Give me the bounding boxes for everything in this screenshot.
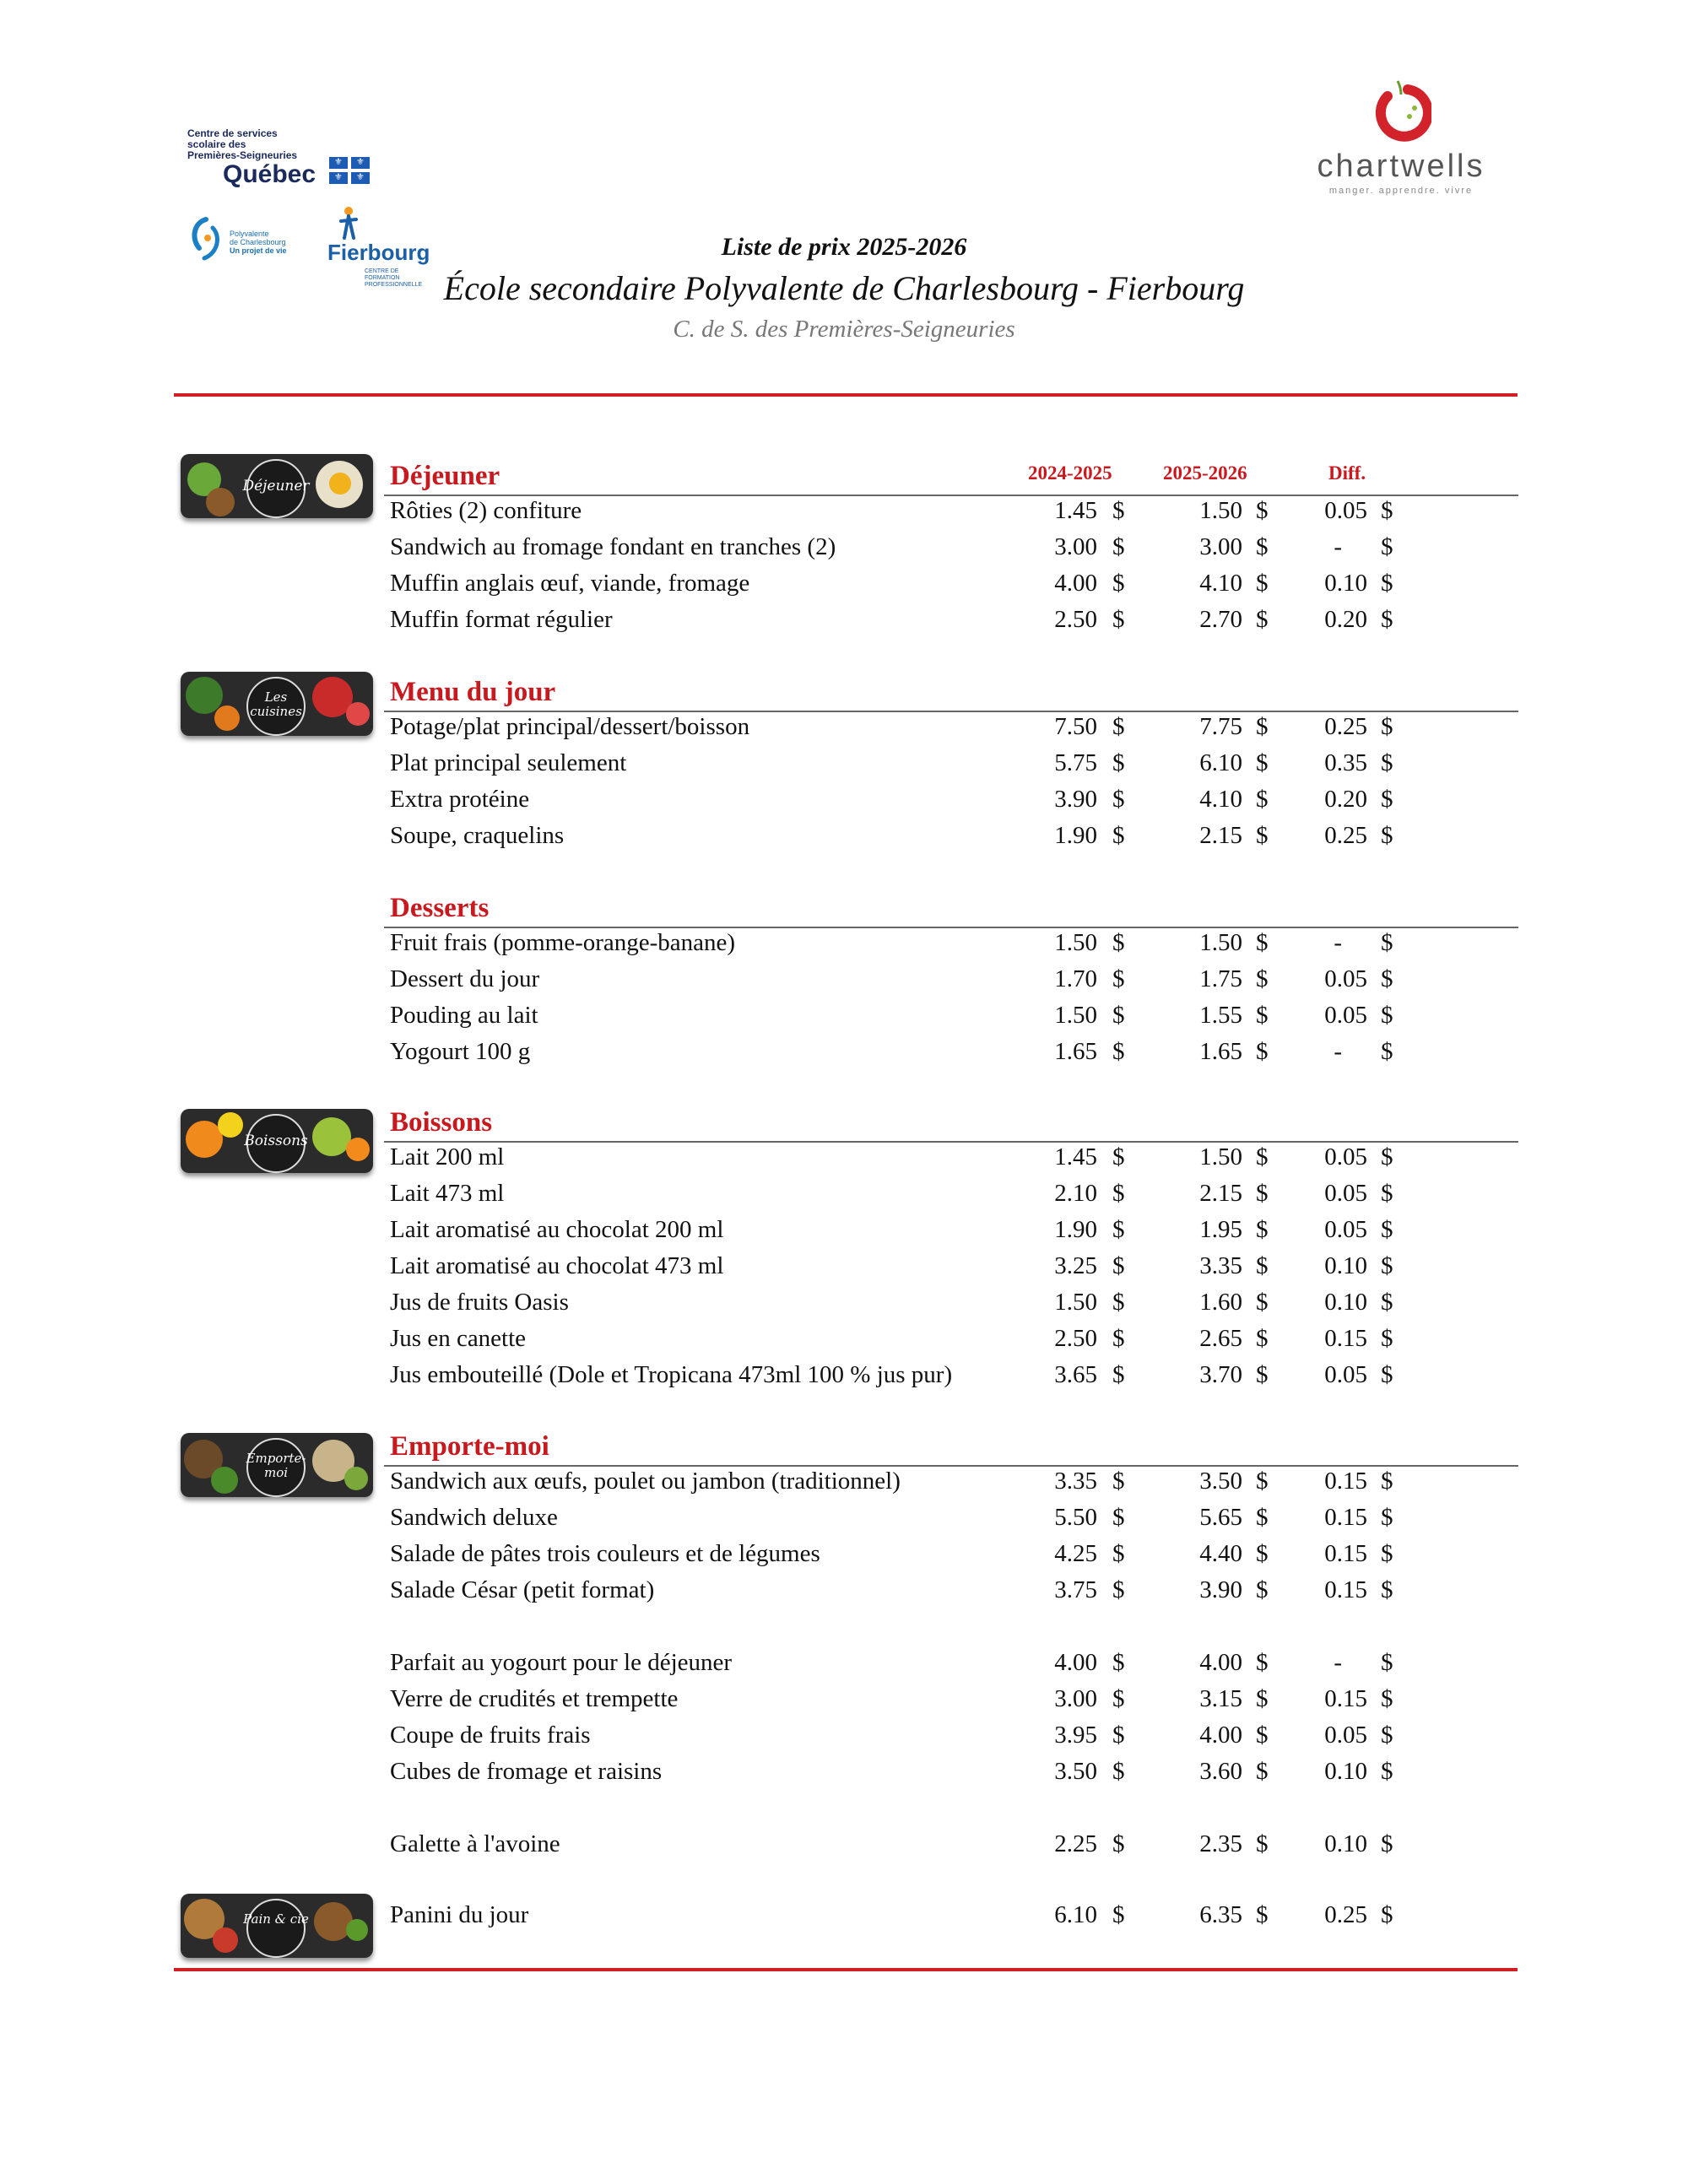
currency-2024: $ — [1112, 713, 1125, 740]
price-2024: 3.90 — [1054, 786, 1097, 813]
price-diff: 0.05 — [1324, 1361, 1367, 1388]
currency-2024: $ — [1112, 1649, 1125, 1676]
badge-dejeuner: Déjeuner — [181, 454, 373, 518]
currency-2024: $ — [1112, 822, 1125, 849]
price-diff: - — [1334, 533, 1342, 560]
item-name: Yogourt 100 g — [390, 1038, 531, 1065]
price-diff: - — [1334, 929, 1342, 956]
item-name: Fruit frais (pomme-orange-banane) — [390, 929, 736, 956]
price-diff: 0.25 — [1324, 713, 1367, 740]
currency-diff: $ — [1381, 1722, 1393, 1749]
price-2025: 2.35 — [1199, 1830, 1242, 1857]
currency-2025: $ — [1256, 1325, 1269, 1352]
currency-2024: $ — [1112, 1361, 1125, 1388]
item-name: Muffin anglais œuf, viande, fromage — [390, 570, 750, 597]
price-2024: 1.90 — [1054, 822, 1097, 849]
price-diff: 0.20 — [1324, 786, 1367, 813]
currency-2024: $ — [1112, 533, 1125, 560]
fierbourg-subtitle: CENTRE DE FORMATION PROFESSIONNELLE — [365, 268, 423, 288]
currency-diff: $ — [1381, 1361, 1393, 1388]
price-diff: 0.05 — [1324, 1002, 1367, 1029]
price-2025: 3.70 — [1199, 1361, 1242, 1388]
currency-2024: $ — [1112, 1216, 1125, 1243]
price-diff: 0.05 — [1324, 1722, 1367, 1749]
currency-2025: $ — [1256, 606, 1269, 633]
price-2025: 3.90 — [1199, 1576, 1242, 1603]
header-divider — [174, 393, 1518, 397]
currency-2024: $ — [1112, 570, 1125, 597]
currency-2024: $ — [1112, 1722, 1125, 1749]
price-diff: - — [1334, 1038, 1342, 1065]
price-2025: 1.50 — [1199, 929, 1242, 956]
column-header-2025: 2025-2026 — [1163, 462, 1247, 484]
price-2025: 1.55 — [1199, 1002, 1242, 1029]
price-2024: 7.50 — [1054, 713, 1097, 740]
section-rule — [384, 495, 1518, 496]
item-name: Sandwich aux œufs, poulet ou jambon (traditionnel) — [390, 1468, 901, 1495]
currency-2024: $ — [1112, 749, 1125, 776]
section-rule — [384, 927, 1518, 928]
currency-2024: $ — [1112, 965, 1125, 992]
currency-2025: $ — [1256, 786, 1269, 813]
currency-diff: $ — [1381, 822, 1393, 849]
price-2025: 1.75 — [1199, 965, 1242, 992]
section-rule — [384, 711, 1518, 712]
price-diff: 0.05 — [1324, 965, 1367, 992]
price-2024: 1.50 — [1054, 1002, 1097, 1029]
currency-2025: $ — [1256, 1468, 1269, 1495]
currency-diff: $ — [1381, 1216, 1393, 1243]
item-name: Parfait au yogourt pour le déjeuner — [390, 1649, 733, 1676]
price-2024: 3.50 — [1054, 1758, 1097, 1785]
price-2024: 6.10 — [1054, 1901, 1097, 1928]
item-name: Rôties (2) confiture — [390, 497, 582, 524]
price-diff: 0.05 — [1324, 1180, 1367, 1207]
currency-2024: $ — [1112, 786, 1125, 813]
price-2024: 1.70 — [1054, 965, 1097, 992]
price-diff: 0.15 — [1324, 1504, 1367, 1531]
currency-2025: $ — [1256, 1002, 1269, 1029]
currency-diff: $ — [1381, 1180, 1393, 1207]
currency-diff: $ — [1381, 1252, 1393, 1279]
price-2024: 2.50 — [1054, 606, 1097, 633]
currency-2025: $ — [1256, 1252, 1269, 1279]
price-2025: 1.50 — [1199, 497, 1242, 524]
currency-diff: $ — [1381, 1901, 1393, 1928]
currency-diff: $ — [1381, 1649, 1393, 1676]
currency-diff: $ — [1381, 1758, 1393, 1785]
price-2025: 2.70 — [1199, 606, 1242, 633]
price-2024: 3.95 — [1054, 1722, 1097, 1749]
section-title: Déjeuner — [390, 461, 500, 491]
price-diff: 0.05 — [1324, 1143, 1367, 1170]
currency-diff: $ — [1381, 1540, 1393, 1567]
section-title: Menu du jour — [390, 677, 556, 707]
currency-2024: $ — [1112, 1180, 1125, 1207]
currency-diff: $ — [1381, 1504, 1393, 1531]
price-2024: 5.75 — [1054, 749, 1097, 776]
currency-2024: $ — [1112, 497, 1125, 524]
item-name: Jus de fruits Oasis — [390, 1289, 569, 1316]
price-2025: 3.15 — [1199, 1685, 1242, 1712]
currency-2024: $ — [1112, 1038, 1125, 1065]
price-2025: 6.35 — [1199, 1901, 1242, 1928]
currency-2025: $ — [1256, 533, 1269, 560]
item-name: Jus en canette — [390, 1325, 527, 1352]
item-name: Lait aromatisé au chocolat 200 ml — [390, 1216, 724, 1243]
currency-diff: $ — [1381, 1038, 1393, 1065]
price-2025: 3.50 — [1199, 1468, 1242, 1495]
currency-2025: $ — [1256, 1830, 1269, 1857]
price-2024: 4.00 — [1054, 570, 1097, 597]
badge-boissons: Boissons — [181, 1109, 373, 1173]
currency-2024: $ — [1112, 1901, 1125, 1928]
currency-2024: $ — [1112, 1252, 1125, 1279]
currency-diff: $ — [1381, 1289, 1393, 1316]
price-2024: 2.10 — [1054, 1180, 1097, 1207]
currency-2025: $ — [1256, 965, 1269, 992]
currency-diff: $ — [1381, 1576, 1393, 1603]
currency-2025: $ — [1256, 1576, 1269, 1603]
currency-diff: $ — [1381, 929, 1393, 956]
chartwells-wordmark: chartwells — [1317, 149, 1485, 184]
section-rule — [384, 1141, 1518, 1143]
price-2025: 1.50 — [1199, 1143, 1242, 1170]
currency-2025: $ — [1256, 1180, 1269, 1207]
currency-2025: $ — [1256, 1540, 1269, 1567]
price-2024: 3.35 — [1054, 1468, 1097, 1495]
currency-2024: $ — [1112, 1576, 1125, 1603]
item-name: Galette à l'avoine — [390, 1830, 560, 1857]
price-2025: 2.15 — [1199, 822, 1242, 849]
section-rule — [384, 1465, 1518, 1467]
section-title: Desserts — [390, 893, 490, 923]
price-2025: 4.40 — [1199, 1540, 1242, 1567]
price-diff: - — [1334, 1649, 1342, 1676]
currency-diff: $ — [1381, 713, 1393, 740]
price-2024: 1.90 — [1054, 1216, 1097, 1243]
item-name: Plat principal seulement — [390, 749, 627, 776]
column-header-diff: Diff. — [1328, 462, 1366, 484]
currency-diff: $ — [1381, 1468, 1393, 1495]
price-diff: 0.25 — [1324, 822, 1367, 849]
currency-2025: $ — [1256, 1038, 1269, 1065]
price-2025: 3.60 — [1199, 1758, 1242, 1785]
price-diff: 0.15 — [1324, 1576, 1367, 1603]
price-2025: 1.65 — [1199, 1038, 1242, 1065]
price-2024: 1.50 — [1054, 1289, 1097, 1316]
chartwells-apple-icon — [1372, 78, 1431, 145]
item-name: Muffin format régulier — [390, 606, 613, 633]
price-2024: 3.00 — [1054, 1685, 1097, 1712]
currency-2025: $ — [1256, 497, 1269, 524]
column-header-2024: 2024-2025 — [1028, 462, 1112, 484]
price-2024: 3.65 — [1054, 1361, 1097, 1388]
currency-diff: $ — [1381, 786, 1393, 813]
currency-2025: $ — [1256, 1504, 1269, 1531]
item-name: Dessert du jour — [390, 965, 540, 992]
currency-diff: $ — [1381, 1325, 1393, 1352]
price-2025: 7.75 — [1199, 713, 1242, 740]
price-2025: 3.35 — [1199, 1252, 1242, 1279]
currency-2024: $ — [1112, 1758, 1125, 1785]
price-2024: 4.25 — [1054, 1540, 1097, 1567]
price-diff: 0.05 — [1324, 1216, 1367, 1243]
currency-2024: $ — [1112, 606, 1125, 633]
badge-pain-et-cie: Pain & cie — [181, 1894, 373, 1958]
currency-2024: $ — [1112, 1504, 1125, 1531]
school-name: École secondaire Polyvalente de Charlesbourg - Fierbourg — [443, 269, 1245, 307]
item-name: Verre de crudités et trempette — [390, 1685, 679, 1712]
item-name: Lait aromatisé au chocolat 473 ml — [390, 1252, 724, 1279]
badge-emporte-moi: Emporte-moi — [181, 1433, 373, 1497]
currency-diff: $ — [1381, 1830, 1393, 1857]
price-2024: 1.45 — [1054, 497, 1097, 524]
currency-2025: $ — [1256, 1901, 1269, 1928]
currency-2024: $ — [1112, 1685, 1125, 1712]
currency-2025: $ — [1256, 1758, 1269, 1785]
price-2025: 3.00 — [1199, 533, 1242, 560]
currency-diff: $ — [1381, 533, 1393, 560]
section-title: Boissons — [390, 1107, 493, 1138]
currency-diff: $ — [1381, 749, 1393, 776]
fierbourg-wordmark: Fierbourg — [327, 240, 430, 265]
price-2025: 1.60 — [1199, 1289, 1242, 1316]
item-name: Extra protéine — [390, 786, 530, 813]
currency-diff: $ — [1381, 1685, 1393, 1712]
price-2024: 1.65 — [1054, 1038, 1097, 1065]
currency-2024: $ — [1112, 1468, 1125, 1495]
item-name: Panini du jour — [390, 1901, 529, 1928]
currency-2025: $ — [1256, 1289, 1269, 1316]
price-diff: 0.25 — [1324, 1901, 1367, 1928]
quebec-wordmark: Québec — [223, 160, 316, 188]
price-diff: 0.15 — [1324, 1468, 1367, 1495]
currency-2024: $ — [1112, 1002, 1125, 1029]
currency-2025: $ — [1256, 929, 1269, 956]
currency-2024: $ — [1112, 1325, 1125, 1352]
price-2024: 1.50 — [1054, 929, 1097, 956]
price-2024: 3.25 — [1054, 1252, 1097, 1279]
currency-2024: $ — [1112, 1289, 1125, 1316]
price-2024: 4.00 — [1054, 1649, 1097, 1676]
chartwells-tagline: manger. apprendre. vivre — [1328, 186, 1474, 196]
item-name: Sandwich au fromage fondant en tranches (2) — [390, 533, 836, 560]
price-diff: 0.05 — [1324, 497, 1367, 524]
item-name: Cubes de fromage et raisins — [390, 1758, 663, 1785]
price-diff: 0.10 — [1324, 1289, 1367, 1316]
price-2024: 1.45 — [1054, 1143, 1097, 1170]
item-name: Lait 473 ml — [390, 1180, 505, 1207]
chartwells-logo — [1300, 78, 1502, 204]
price-2024: 2.50 — [1054, 1325, 1097, 1352]
document-title: Liste de prix 2025-2026 — [721, 233, 967, 261]
price-diff: 0.10 — [1324, 1830, 1367, 1857]
price-2025: 2.15 — [1199, 1180, 1242, 1207]
price-2024: 5.50 — [1054, 1504, 1097, 1531]
currency-diff: $ — [1381, 1002, 1393, 1029]
item-name: Pouding au lait — [390, 1002, 538, 1029]
price-diff: 0.20 — [1324, 606, 1367, 633]
price-diff: 0.10 — [1324, 1758, 1367, 1785]
quebec-css-logo — [187, 128, 373, 196]
price-2025: 4.10 — [1199, 786, 1242, 813]
currency-diff: $ — [1381, 497, 1393, 524]
item-name: Salade de pâtes trois couleurs et de légumes — [390, 1540, 820, 1567]
footer-divider — [174, 1968, 1518, 1971]
price-diff: 0.15 — [1324, 1540, 1367, 1567]
item-name: Jus embouteillé (Dole et Tropicana 473ml 100 % jus pur) — [390, 1361, 953, 1388]
item-name: Coupe de fruits frais — [390, 1722, 591, 1749]
currency-2025: $ — [1256, 822, 1269, 849]
currency-2025: $ — [1256, 1722, 1269, 1749]
item-name: Salade César (petit format) — [390, 1576, 655, 1603]
currency-2025: $ — [1256, 1216, 1269, 1243]
item-name: Lait 200 ml — [390, 1143, 505, 1170]
currency-diff: $ — [1381, 606, 1393, 633]
price-2025: 4.00 — [1199, 1722, 1242, 1749]
price-diff: 0.15 — [1324, 1325, 1367, 1352]
currency-2025: $ — [1256, 1143, 1269, 1170]
price-2024: 3.00 — [1054, 533, 1097, 560]
currency-2025: $ — [1256, 749, 1269, 776]
price-2024: 3.75 — [1054, 1576, 1097, 1603]
currency-2025: $ — [1256, 713, 1269, 740]
price-2024: 2.25 — [1054, 1830, 1097, 1857]
currency-2024: $ — [1112, 929, 1125, 956]
price-2025: 1.95 — [1199, 1216, 1242, 1243]
quebec-org-name: Centre de services scolaire des Premières-Seigneuries — [187, 127, 298, 161]
currency-2025: $ — [1256, 1361, 1269, 1388]
badge-cuisines: Les cuisines — [181, 672, 373, 736]
price-2025: 4.10 — [1199, 570, 1242, 597]
currency-2024: $ — [1112, 1143, 1125, 1170]
currency-2024: $ — [1112, 1830, 1125, 1857]
currency-diff: $ — [1381, 1143, 1393, 1170]
price-diff: 0.15 — [1324, 1685, 1367, 1712]
currency-2025: $ — [1256, 1685, 1269, 1712]
item-name: Sandwich deluxe — [390, 1504, 558, 1531]
price-2025: 4.00 — [1199, 1649, 1242, 1676]
price-diff: 0.10 — [1324, 1252, 1367, 1279]
currency-2024: $ — [1112, 1540, 1125, 1567]
price-diff: 0.10 — [1324, 570, 1367, 597]
section-title: Emporte-moi — [390, 1431, 549, 1462]
polyvalente-text: Polyvalente de Charlesbourg Un projet de vie — [230, 230, 287, 255]
price-2025: 2.65 — [1199, 1325, 1242, 1352]
item-name: Soupe, craquelins — [390, 822, 565, 849]
school-board: C. de S. des Premières-Seigneuries — [673, 316, 1015, 343]
price-diff: 0.35 — [1324, 749, 1367, 776]
currency-diff: $ — [1381, 965, 1393, 992]
quebec-flag-icon: ⚜ ⚜ ⚜ ⚜ — [329, 157, 370, 184]
price-2025: 6.10 — [1199, 749, 1242, 776]
currency-2025: $ — [1256, 570, 1269, 597]
price-2025: 5.65 — [1199, 1504, 1242, 1531]
currency-2025: $ — [1256, 1649, 1269, 1676]
item-name: Potage/plat principal/dessert/boisson — [390, 713, 750, 740]
currency-diff: $ — [1381, 570, 1393, 597]
